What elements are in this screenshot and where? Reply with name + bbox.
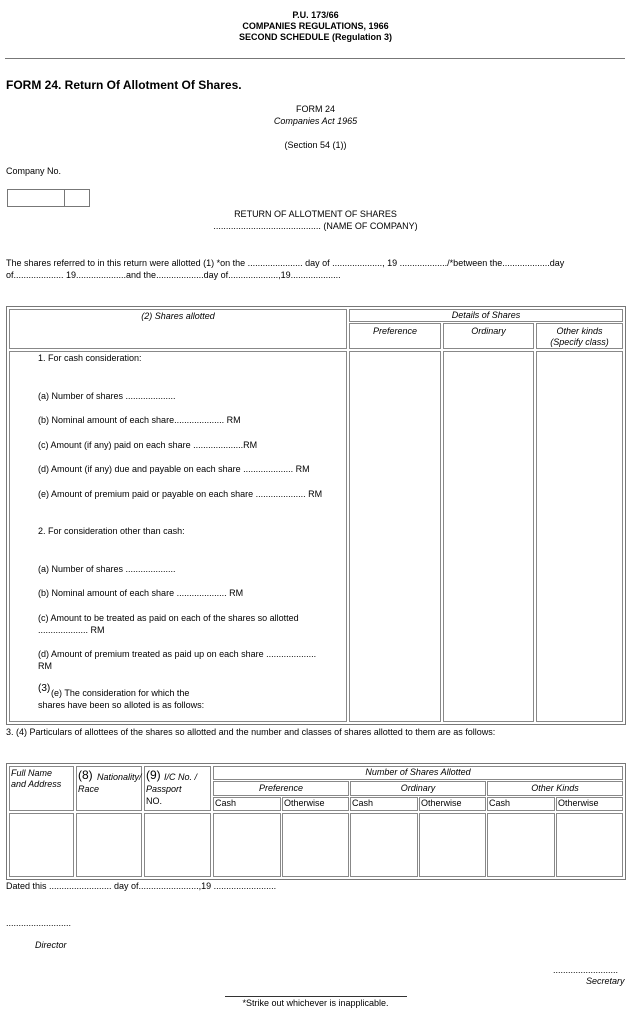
full-name-header-cell [9,766,74,811]
oth-otherwise-header-cell [556,797,623,811]
pref-cash-header: Cash [215,798,237,808]
note-8-marker: (8) [78,768,93,782]
t2-preference-header-cell [213,781,349,796]
non-cash-number-of-shares: (a) Number of shares .................... [38,564,176,574]
other-kinds-header: Other kinds [556,326,603,336]
shares-allotted-header-cell [9,309,347,349]
nationality-header: Nationality/ [97,772,142,782]
note-3-marker: (3) [38,683,51,694]
act-name: Companies Act 1965 [273,116,358,126]
return-title: RETURN OF ALLOTMENT OF SHARES [234,209,397,219]
dated-line: Dated this ......................... day of........................,19 ......................... [6,881,277,891]
form-title: FORM 24. Return Of Allotment Of Shares. [6,78,242,92]
pref-cash-header-cell [213,797,281,811]
other-kinds-header-cell [536,323,623,349]
non-cash-premium: (d) Amount of premium treated as paid up on each share .................... [38,649,317,659]
cash-amount-due: (d) Amount (if any) due and payable on each share .................... RM [38,464,310,474]
nationality-header-cell [76,766,142,811]
company-no-box[interactable] [7,189,90,207]
ord-otherwise-header: Otherwise [421,798,462,808]
footnote-divider [225,996,407,997]
consideration-text: (e) The consideration for which the [51,688,190,698]
full-name-header-2: and Address [11,779,62,789]
director-signature-line: .......................... [6,918,72,928]
details-header: Details of Shares [451,310,521,320]
non-cash-amount-paid: (c) Amount to be treated as paid on each of the shares so allotted [38,613,299,623]
regulation-ref: P.U. 173/66 [292,10,339,20]
details-header-cell [349,309,623,322]
ord-otherwise-body-cell[interactable] [419,813,486,877]
header-divider [5,58,625,59]
company-no-label: Company No. [6,166,62,176]
t2-ordinary-header-cell [350,781,486,796]
t2-preference-header: Preference [258,783,304,793]
passport-no-header: NO. [146,796,163,806]
ord-cash-header: Cash [352,798,374,808]
ord-otherwise-header-cell [419,797,486,811]
passport-header: Passport [146,784,182,794]
secretary-label: Secretary [586,976,625,986]
shares-allotted-body-cell [9,351,347,722]
non-cash-nominal-amount: (b) Nominal amount of each share .................... RM [38,588,244,598]
consideration-text-2: shares have been so alloted is as follows: [38,700,205,710]
ordinary-header-cell [443,323,534,349]
pref-otherwise-header: Otherwise [284,798,325,808]
preference-header-cell [349,323,441,349]
oth-cash-header-cell [487,797,555,811]
pref-otherwise-header-cell [282,797,349,811]
pref-cash-body-cell[interactable] [213,813,281,877]
section-ref: (Section 54 (1)) [284,140,347,150]
pref-otherwise-body-cell[interactable] [282,813,349,877]
cash-consideration-heading: 1. For cash consideration: [38,353,142,363]
ordinary-body-cell[interactable] [443,351,534,722]
intro-line-2: of.................... 19....................and the...................day of....................,19.................... [6,270,341,280]
form-number: FORM 24 [295,104,335,114]
note-9-marker: (9) [146,768,161,782]
ic-header: I/C No. / [164,772,198,782]
t2-other-kinds-header: Other Kinds [531,783,579,793]
regulation-title: COMPANIES REGULATIONS, 1966 [242,21,389,31]
shares-allotted-header: (2) Shares allotted [141,311,215,321]
number-allotted-header-cell [213,766,623,780]
ordinary-header: Ordinary [471,326,506,336]
nationality-body-cell[interactable] [76,813,142,877]
oth-cash-header: Cash [489,798,511,808]
director-label: Director [35,940,67,950]
full-name-body-cell[interactable] [9,813,74,877]
oth-cash-body-cell[interactable] [487,813,555,877]
ic-header-cell [144,766,211,811]
t2-ordinary-header: Ordinary [400,783,436,793]
cash-amount-paid: (c) Amount (if any) paid on each share ....................RM [38,440,258,450]
schedule-title: SECOND SCHEDULE (Regulation 3) [238,32,392,42]
ic-body-cell[interactable] [144,813,211,877]
number-allotted-header: Number of Shares Allotted [365,767,471,777]
specify-class-header: (Specify class) [550,337,609,347]
race-header: Race [78,784,100,794]
ord-cash-header-cell [350,797,418,811]
oth-otherwise-header: Otherwise [558,798,599,808]
non-cash-premium-rm: RM [38,661,52,671]
ord-cash-body-cell[interactable] [350,813,418,877]
footnote: *Strike out whichever is inapplicable. [242,998,389,1008]
particulars-text: 3. (4) Particulars of allottees of the shares so allotted and the number and classes of shares allotted to them are as follows: [6,727,496,737]
non-cash-amount-paid-rm: .................... RM [38,625,105,635]
name-of-company: ........................................... (NAME OF COMPANY) [213,221,418,231]
preference-body-cell[interactable] [349,351,441,722]
non-cash-heading: 2. For consideration other than cash: [38,526,185,536]
full-name-header: Full Name [11,768,53,778]
other-kinds-body-cell[interactable] [536,351,623,722]
secretary-signature-line: .......................... [553,965,619,975]
oth-otherwise-body-cell[interactable] [556,813,623,877]
t2-other-kinds-header-cell [487,781,623,796]
cash-premium: (e) Amount of premium paid or payable on each share .................... RM [38,489,323,499]
intro-line-1: The shares referred to in this return were allotted (1) *on the ...................... day of ...................., 19 .................../*between the...................day [6,258,565,268]
cash-nominal-amount: (b) Nominal amount of each share.................... RM [38,415,241,425]
cash-number-of-shares: (a) Number of shares .................... [38,391,176,401]
preference-header: Preference [372,326,418,336]
